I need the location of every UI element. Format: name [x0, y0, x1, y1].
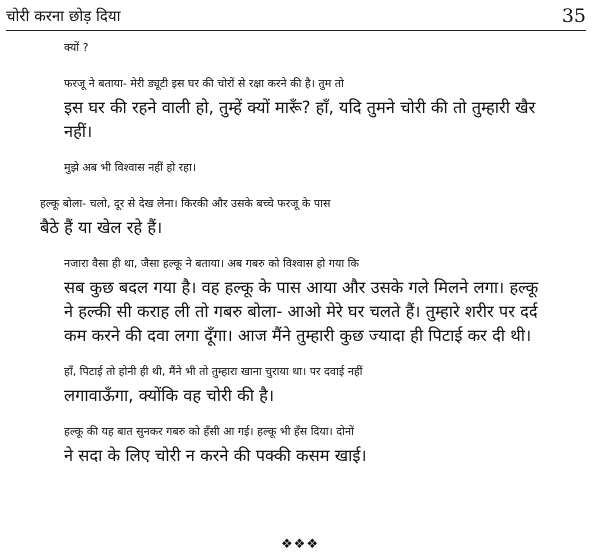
- paragraph: [10, 156, 590, 180]
- text-line: फरजू ने बताया- मेरी ड्यूटी इस घर की चोरों से रक्षा करने की है। तुम तो: [64, 77, 344, 90]
- text-line: मुझे अब भी विश्वास नहीं हो रहा।: [64, 161, 197, 174]
- text-line: कम करने की दवा लगा दूँगा। आज मैंने तुम्हारी कुछ ज्यादा ही पिटाई कर दी थी।: [64, 326, 532, 345]
- running-title: चोरी करना छोड़ दिया: [6, 7, 121, 25]
- text-line: ने हल्की सी कराह ली तो गबरु बोला- आओ मेरे घर चलते हैं। तुम्हारे शरीर पर दर्द: [64, 302, 538, 321]
- paragraph: [10, 192, 590, 240]
- text-line: हल्कू बोला- चलो, दूर से देख लेना। किरकी और उसके बच्चे फरजू के पास: [40, 197, 331, 210]
- body-text: [10, 36, 590, 480]
- text-line: हाँ, पिटाई तो होनी ही थी, मैंने भी तो तुम्हारा खाना चुराया था। पर दवाई नहीं: [64, 365, 363, 378]
- text-line: बैठे हैं या खेल रहे हैं।: [40, 218, 163, 237]
- paragraph: [10, 252, 590, 348]
- text-line: क्यों ?: [64, 41, 89, 54]
- paragraph: [10, 420, 590, 468]
- page-number: 35: [561, 5, 586, 27]
- paragraph: [10, 36, 590, 60]
- paragraph: [10, 72, 590, 144]
- page-header: [6, 4, 586, 31]
- section-end-ornament: ❖❖❖: [281, 537, 319, 552]
- text-line: सब कुछ बदल गया है। वह हल्कू के पास आया और उसके गले मिलने लगा। हल्कू: [64, 278, 539, 297]
- text-line: हल्कू की यह बात सुनकर गबरु को हँसी आ गई। हल्कू भी हँस दिया। दोनों: [64, 425, 354, 438]
- text-line: नजारा वैसा ही था, जैसा हल्कू ने बताया। अब गबरु को विश्वास हो गया कि: [64, 257, 359, 270]
- text-line: लगावाऊँगा, क्योंकि वह चोरी की है।: [64, 386, 275, 405]
- text-line: नहीं।: [64, 122, 93, 141]
- text-line: ने सदा के लिए चोरी न करने की पक्की कसम खाई।: [64, 446, 367, 465]
- text-line: इस घर की रहने वाली हो, तुम्हें क्यों मारूँ? हाँ, यदि तुमने चोरी की तो तुम्हारी खैर: [64, 98, 536, 117]
- paragraph: [10, 360, 590, 408]
